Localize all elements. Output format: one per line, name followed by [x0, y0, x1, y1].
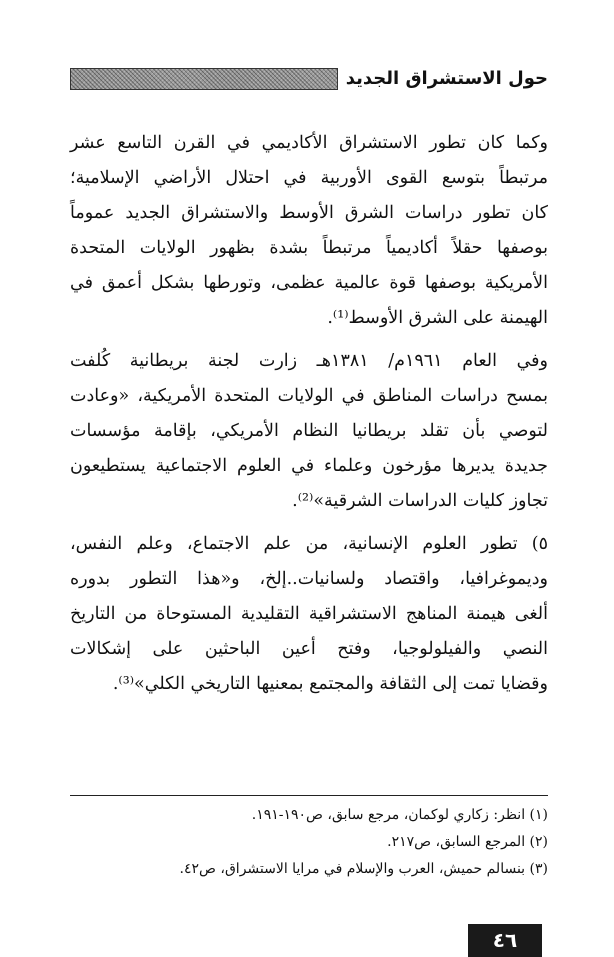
body-text [70, 126, 548, 702]
text-line: وكما كان تطور الاستشراق الأكاديمي في القرن التاسع عشر [70, 133, 548, 153]
text-line: لتوصي بأن تقلد بريطانيا النظام الأمريكي، بإقامة مؤسسات [70, 421, 548, 441]
running-header [70, 66, 548, 92]
text-line: الأمريكية بوصفها قوة عالمية عظمى، وتورطها بشكل أعمق في [70, 273, 548, 293]
text-line: وديموغرافيا، واقتصاد ولسانيات..إلخ، و«هذا التطور بدوره [70, 569, 548, 589]
text-line: ٥) تطور العلوم الإنسانية، من علم الاجتماع، وعلم النفس، [70, 534, 548, 554]
page-number: ٤٦ [468, 924, 542, 957]
paragraph-1 [70, 126, 548, 336]
footnote-divider [70, 795, 548, 796]
text-line: بمسح دراسات المناطق في الولايات المتحدة الأمريكية، «وعادت [70, 386, 548, 406]
footnote-1: (١) انظر: زكاري لوكمان، مرجع سابق، ص١٩٠-١٩١. [251, 807, 548, 823]
text-line: وفي العام ١٩٦١م/ ١٣٨١هـ زارت لجنة بريطانية كُلفت [70, 351, 548, 371]
text-line: كان تطور دراسات الشرق الأوسط والاستشراق الجديد عموماً [70, 203, 548, 223]
footnote-3: (٣) بنسالم حميش، العرب والإسلام في مرايا الاستشراق، ص٤٢. [179, 861, 548, 877]
footnotes [70, 802, 548, 883]
text-line: بوصفها حقلاً أكاديمياً مرتبطاً بشدة بظهور الولايات المتحدة [70, 238, 548, 258]
paragraph-2 [70, 344, 548, 519]
footnote-2: (٢) المرجع السابق، ص٢١٧. [387, 834, 548, 850]
text-line: ألغى هيمنة المناهج الاستشراقية التقليدية المستوحاة من التاريخ [70, 604, 548, 624]
paragraph-gap [70, 519, 548, 527]
paragraph-gap [70, 336, 548, 344]
text-line: الهيمنة على الشرق الأوسط⁽¹⁾. [327, 308, 548, 328]
header-decorative-bar [70, 68, 338, 90]
text-line: وقضايا تمت إلى الثقافة والمجتمع بمعنيها التاريخي الكلي»⁽³⁾. [112, 674, 548, 694]
text-line: جديدة يديرها مؤرخون وعلماء في العلوم الاجتماعية يستطيعون [70, 456, 548, 476]
text-line: تجاوز كليات الدراسات الشرقية»⁽²⁾. [292, 491, 548, 511]
paragraph-3 [70, 527, 548, 702]
text-line: النصي والفيلولوجيا، وفتح أعين الباحثين على إشكالات [70, 639, 548, 659]
running-title: حول الاستشراق الجديد [345, 68, 548, 89]
text-line: مرتبطاً بتوسع القوى الأوربية في احتلال الأراضي الإسلامية؛ [70, 168, 548, 188]
